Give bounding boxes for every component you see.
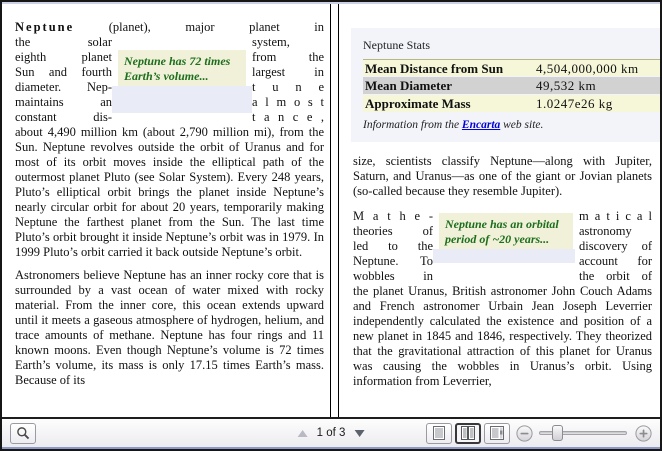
stats-title: Neptune Stats [363,38,430,52]
stat-value: 49,532 km [536,78,597,93]
text-line: discovery of [579,239,652,253]
search-icon [16,426,31,441]
two-page-icon [460,425,476,441]
wrap-right-column [579,209,652,284]
text-line: wobbles in [353,269,433,283]
floater-highlight-strip [433,249,575,263]
single-page-icon [431,425,447,441]
pull-quote-text: Neptune has 72 times Earth’s volume... [124,54,231,83]
text-line: diameter. Nep- [15,80,112,94]
encarta-link[interactable]: Encarta [461,119,501,131]
stat-value: 1.0247e26 kg [536,96,613,111]
view-zoom-controls [423,423,652,444]
reader-toolbar [2,419,660,447]
paragraph-1-rest: about 4,490 million km (about 2,790 million mi), from the Sun. Neptune revolves outside the orbit of Uranus and for most of its orbit moves inside the elliptical path of the outermost planet Pluto (see Solar System). Every 248 years, Pluto’s elliptical orbit brings the planet inside Neptune’s nearly circular orbit for about 20 years, temporarily making Neptune the farthest planet from the Sun. The last time Pluto’s orbit brought it inside Neptune’s orbit was in 1979. In 1999 Pluto’s orbit carried it back outside Neptune’s orbit. [15,125,324,259]
window-bottom-edge [2,447,660,449]
text-line: m a t i c a l [579,209,652,223]
stats-rows [363,59,660,112]
text-line: a l m o s t [252,95,324,109]
text-line: largest in [252,65,324,79]
text-line: the solar [15,35,112,49]
zoom-in-button[interactable] [635,425,652,442]
text-line: Neptune. To [353,254,433,268]
page-navigation [298,419,365,447]
paragraph-math-rest: the planet Uranus, British astronomer John Couch Adams and French astronomer Urbain Jean Joseph Leverrier independently calculated the existence and position of a new planet in 1845 and 1846, respectively. They theorized that the gravitational attraction of this planet for Uranus was causing the wobbles in Uranus’s orbit. Using information from Leverrier, [353,284,652,388]
text-line: M a t h e - [353,209,433,223]
floater-column-2 [433,209,579,263]
page-2 [338,4,660,417]
text-line: Sun and fourth [15,65,112,79]
text-line: from the [252,50,324,64]
two-page-view-button[interactable] [455,423,481,444]
next-page-icon[interactable] [354,430,364,437]
page-status: 1 of 3 [316,427,346,439]
caption-prefix: Information from the [363,119,462,131]
plus-icon [635,425,652,442]
zoom-out-button[interactable] [516,425,533,442]
pull-quote-text: Neptune has an orbital period of ~20 years... [445,217,559,246]
zoom-slider[interactable] [537,423,629,443]
pull-quote-volume [118,50,246,86]
floater-column-1 [112,35,252,113]
text-line: led to the [353,239,433,253]
caption-suffix: web site. [500,119,544,131]
stat-label: Approximate Mass [365,96,471,111]
wrap-left-column [15,35,112,125]
scroll-view-button[interactable] [484,423,510,444]
page-1 [2,4,331,417]
zoom-slider-thumb[interactable] [552,425,563,441]
wrap-right-column [252,35,324,125]
stats-row [363,77,660,94]
text-line: t a n c e , [252,110,324,124]
document-title: Neptune [15,20,75,34]
page-gap [331,4,338,417]
floater-highlight-strip [112,86,252,113]
wrap-left-column [353,209,433,284]
previous-page-icon[interactable] [298,430,308,437]
minus-icon [516,425,533,442]
document-pages [2,4,660,419]
stats-row [363,59,660,76]
stat-label: Mean Distance from Sun [365,60,504,76]
neptune-stats-table [351,28,660,142]
text-line: eighth planet [15,50,112,64]
paragraph-1-wrap [15,35,324,125]
text-line: constant dis- [15,110,112,124]
text-line: theories of [353,224,433,238]
single-page-view-button[interactable] [426,423,452,444]
paragraph-size: size, scientists classify Neptune—along with Jupiter, Saturn, and Uranus—as one of the giant or Jovian planets (so-called because they resemble Jupiter). [353,154,652,198]
paragraph-math-wrap [353,209,652,284]
text-line: t u n e [252,80,324,94]
document-title-line [15,20,324,35]
stats-row [363,95,660,112]
stat-value: 4,504,000,000 km [536,60,639,76]
scroll-view-icon [489,425,505,441]
text-line: astronomy [579,224,632,238]
find-button[interactable] [10,423,36,444]
pull-quote-orbital [439,213,573,249]
heading-rest: (planet), major planet in [108,20,324,34]
stats-caption [363,118,660,133]
text-line: system, [252,35,290,49]
text-line: maintains an [15,95,112,109]
text-line: the orbit of [579,269,652,283]
stat-label: Mean Diameter [365,78,452,93]
paragraph-2: Astronomers believe Neptune has an inner rocky core that is surrounded by a vast ocean of water mixed with rocky material. From the inner core, this ocean extends upward until it meets a gaseous atmosphere of hydrogen, helium, and trace amounts of methane. Neptune has four rings and 11 known moons. Even though Neptune’s volume is 72 times Earth’s volume, its mass is only 17.15 times Earth’s mass. Because of its [15,268,324,387]
text-line: account for [579,254,652,268]
